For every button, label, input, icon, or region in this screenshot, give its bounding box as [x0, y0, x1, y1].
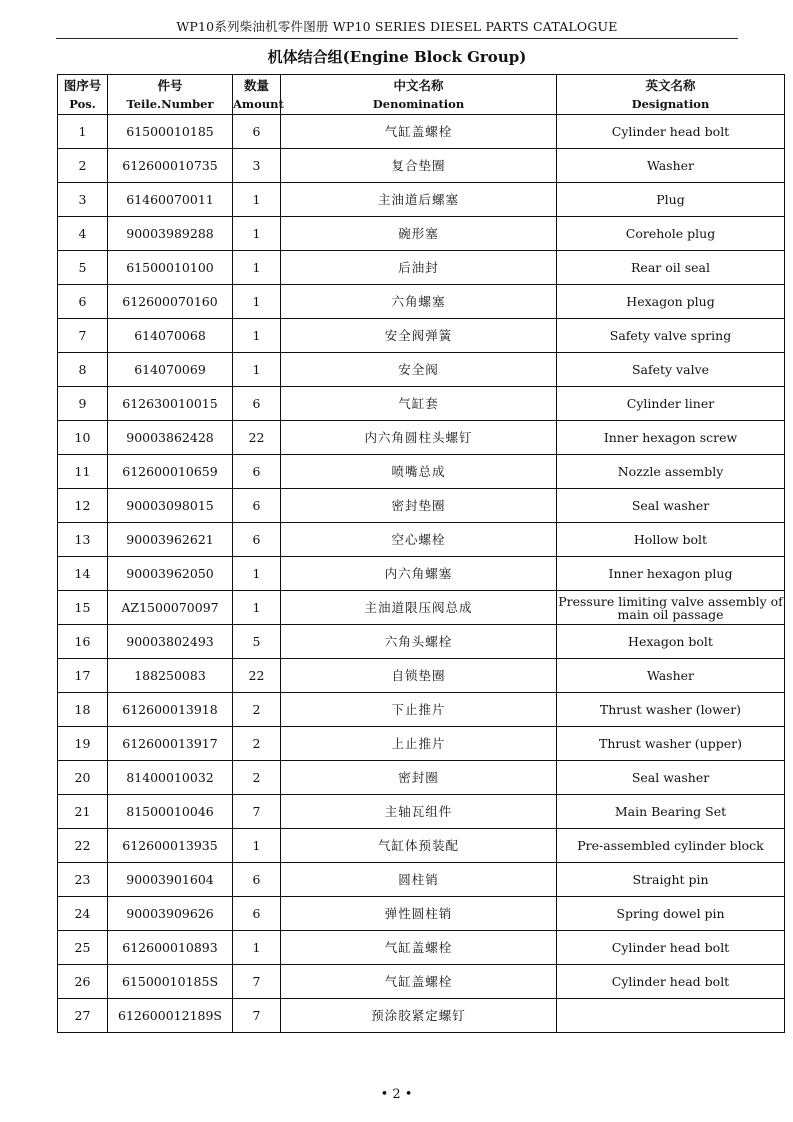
cell-name-en: Seal washer [557, 761, 785, 795]
cell-name-en: Cylinder head bolt [557, 965, 785, 999]
parts-table-header [58, 75, 785, 115]
cell-name-cn: 主油道限压阀总成 [281, 591, 557, 625]
cell-amount: 7 [233, 965, 281, 999]
table-row [58, 761, 785, 795]
cell-part-number: 90003989288 [108, 217, 233, 251]
cell-pos: 5 [58, 251, 108, 285]
section-title: 机体结合组(Engine Block Group) [267, 48, 527, 66]
table-row [58, 149, 785, 183]
cell-name-cn: 气缸盖螺栓 [281, 965, 557, 999]
column-header-cn: 数量 [243, 77, 269, 93]
cell-amount: 6 [233, 387, 281, 421]
cell-name-en: Plug [557, 183, 785, 217]
cell-name-en: Hollow bolt [557, 523, 785, 557]
cell-name-cn: 复合垫圈 [281, 149, 557, 183]
table-row [58, 863, 785, 897]
cell-name-cn: 气缸体预装配 [281, 829, 557, 863]
cell-name-cn: 自锁垫圈 [281, 659, 557, 693]
cell-amount: 6 [233, 455, 281, 489]
cell-name-cn: 气缸套 [281, 387, 557, 421]
cell-name-en: Seal washer [557, 489, 785, 523]
cell-name-cn: 碗形塞 [281, 217, 557, 251]
cell-name-en: Main Bearing Set [557, 795, 785, 829]
cell-name-cn: 预涂胶紧定螺钉 [281, 999, 557, 1033]
cell-amount: 2 [233, 693, 281, 727]
cell-pos: 1 [58, 115, 108, 149]
cell-pos: 22 [58, 829, 108, 863]
cell-name-en [557, 999, 785, 1033]
cell-pos: 11 [58, 455, 108, 489]
cell-amount: 1 [233, 557, 281, 591]
cell-part-number: 90003962621 [108, 523, 233, 557]
cell-amount: 7 [233, 999, 281, 1033]
column-header-cn: 英文名称 [645, 77, 696, 93]
cell-pos: 12 [58, 489, 108, 523]
table-row [58, 965, 785, 999]
table-row [58, 795, 785, 829]
cell-amount: 1 [233, 829, 281, 863]
table-row [58, 285, 785, 319]
column-header-cn: 图序号 [63, 77, 102, 93]
cell-name-en: Rear oil seal [557, 251, 785, 285]
table-row [58, 999, 785, 1033]
cell-part-number: 90003862428 [108, 421, 233, 455]
cell-part-number: 90003909626 [108, 897, 233, 931]
cell-name-cn: 圆柱销 [281, 863, 557, 897]
cell-amount: 6 [233, 489, 281, 523]
column-header-pos [58, 75, 108, 115]
cell-part-number: 612600013935 [108, 829, 233, 863]
cell-amount: 2 [233, 727, 281, 761]
cell-amount: 1 [233, 217, 281, 251]
cell-part-number: 612600012189S [108, 999, 233, 1033]
table-row [58, 897, 785, 931]
cell-amount: 6 [233, 115, 281, 149]
cell-pos: 9 [58, 387, 108, 421]
table-row [58, 659, 785, 693]
cell-part-number: 61500010185S [108, 965, 233, 999]
cell-amount: 1 [233, 591, 281, 625]
cell-pos: 10 [58, 421, 108, 455]
cell-part-number: 612600010735 [108, 149, 233, 183]
cell-part-number: 90003901604 [108, 863, 233, 897]
cell-pos: 26 [58, 965, 108, 999]
cell-name-cn: 安全阀 [281, 353, 557, 387]
column-header-en: Teile.Number [126, 96, 214, 111]
cell-name-cn: 弹性圆柱销 [281, 897, 557, 931]
cell-pos: 16 [58, 625, 108, 659]
column-header-en: Designation [631, 96, 710, 111]
cell-name-en: Thrust washer (lower) [557, 693, 785, 727]
cell-amount: 6 [233, 863, 281, 897]
cell-part-number: 612600013918 [108, 693, 233, 727]
cell-part-number: 81400010032 [108, 761, 233, 795]
cell-part-number: 614070068 [108, 319, 233, 353]
cell-name-cn: 气缸盖螺栓 [281, 115, 557, 149]
page-number: • 2 • [380, 1087, 413, 1102]
cell-name-cn: 六角螺塞 [281, 285, 557, 319]
cell-pos: 20 [58, 761, 108, 795]
table-row [58, 523, 785, 557]
table-row [58, 625, 785, 659]
cell-part-number: 188250083 [108, 659, 233, 693]
cell-name-en: Inner hexagon screw [557, 421, 785, 455]
cell-name-cn: 密封垫圈 [281, 489, 557, 523]
cell-pos: 24 [58, 897, 108, 931]
cell-name-en: Cylinder head bolt [557, 931, 785, 965]
parts-table [57, 74, 785, 1033]
cell-pos: 21 [58, 795, 108, 829]
table-row [58, 115, 785, 149]
table-row [58, 829, 785, 863]
cell-name-en: Cylinder liner [557, 387, 785, 421]
column-header-cn: 中文名称 [393, 77, 444, 93]
cell-part-number: 61460070011 [108, 183, 233, 217]
cell-pos: 3 [58, 183, 108, 217]
cell-pos: 7 [58, 319, 108, 353]
cell-name-cn: 密封圈 [281, 761, 557, 795]
cell-pos: 13 [58, 523, 108, 557]
cell-pos: 19 [58, 727, 108, 761]
cell-amount: 7 [233, 795, 281, 829]
column-header-en: Amount [233, 96, 284, 111]
cell-pos: 27 [58, 999, 108, 1033]
column-header-en: Denomination [372, 96, 465, 111]
cell-name-en: Straight pin [557, 863, 785, 897]
column-header-amount [233, 75, 284, 115]
cell-part-number: 612600070160 [108, 285, 233, 319]
running-header: WP10系列柴油机零件图册 WP10 SERIES DIESEL PARTS CATALOGUE [56, 19, 738, 39]
cell-part-number: 61500010100 [108, 251, 233, 285]
cell-name-en: Pre-assembled cylinder block [557, 829, 785, 863]
table-row [58, 183, 785, 217]
cell-part-number: 612600013917 [108, 727, 233, 761]
cell-part-number: 90003802493 [108, 625, 233, 659]
cell-part-number: 81500010046 [108, 795, 233, 829]
cell-name-cn: 后油封 [281, 251, 557, 285]
table-row [58, 455, 785, 489]
table-row [58, 489, 785, 523]
cell-pos: 8 [58, 353, 108, 387]
cell-name-en: Cylinder head bolt [557, 115, 785, 149]
cell-amount: 3 [233, 149, 281, 183]
cell-part-number: 612600010659 [108, 455, 233, 489]
cell-pos: 17 [58, 659, 108, 693]
cell-name-en: Pressure limiting valve assembly of main oil passage [557, 591, 785, 625]
cell-amount: 1 [233, 353, 281, 387]
cell-amount: 5 [233, 625, 281, 659]
table-row [58, 693, 785, 727]
cell-pos: 15 [58, 591, 108, 625]
cell-amount: 1 [233, 319, 281, 353]
table-row [58, 931, 785, 965]
header-row [58, 75, 785, 115]
cell-name-en: Washer [557, 659, 785, 693]
cell-pos: 18 [58, 693, 108, 727]
cell-amount: 1 [233, 183, 281, 217]
cell-pos: 23 [58, 863, 108, 897]
cell-pos: 4 [58, 217, 108, 251]
cell-amount: 2 [233, 761, 281, 795]
cell-name-cn: 空心螺栓 [281, 523, 557, 557]
cell-amount: 1 [233, 285, 281, 319]
cell-amount: 6 [233, 897, 281, 931]
cell-name-en: Safety valve spring [557, 319, 785, 353]
cell-amount: 6 [233, 523, 281, 557]
cell-name-en: Hexagon bolt [557, 625, 785, 659]
table-row [58, 591, 785, 625]
cell-pos: 2 [58, 149, 108, 183]
cell-name-cn: 六角头螺栓 [281, 625, 557, 659]
parts-table-body [58, 115, 785, 1033]
cell-name-en: Inner hexagon plug [557, 557, 785, 591]
cell-part-number: 90003962050 [108, 557, 233, 591]
cell-name-cn: 喷嘴总成 [281, 455, 557, 489]
cell-pos: 6 [58, 285, 108, 319]
column-header-number [108, 75, 233, 115]
table-row [58, 727, 785, 761]
table-row [58, 387, 785, 421]
cell-part-number: 612600010893 [108, 931, 233, 965]
cell-name-en: Safety valve [557, 353, 785, 387]
table-row [58, 217, 785, 251]
table-row [58, 557, 785, 591]
cell-name-cn: 内六角圆柱头螺钉 [281, 421, 557, 455]
cell-name-en: Nozzle assembly [557, 455, 785, 489]
column-header-en: Pos. [69, 96, 96, 111]
cell-name-en: Hexagon plug [557, 285, 785, 319]
cell-name-cn: 主轴瓦组件 [281, 795, 557, 829]
cell-name-cn: 主油道后螺塞 [281, 183, 557, 217]
column-header-designation [557, 75, 785, 115]
cell-pos: 25 [58, 931, 108, 965]
column-header-denomination [281, 75, 557, 115]
cell-name-cn: 下止推片 [281, 693, 557, 727]
cell-part-number: AZ1500070097 [108, 591, 233, 625]
cell-amount: 1 [233, 251, 281, 285]
cell-name-en: Washer [557, 149, 785, 183]
cell-amount: 22 [233, 659, 281, 693]
cell-name-cn: 气缸盖螺栓 [281, 931, 557, 965]
cell-name-en: Spring dowel pin [557, 897, 785, 931]
cell-amount: 1 [233, 931, 281, 965]
cell-name-en: Thrust washer (upper) [557, 727, 785, 761]
table-row [58, 319, 785, 353]
table-row [58, 251, 785, 285]
cell-name-en: Corehole plug [557, 217, 785, 251]
cell-part-number: 90003098015 [108, 489, 233, 523]
cell-part-number: 612630010015 [108, 387, 233, 421]
cell-name-cn: 内六角螺塞 [281, 557, 557, 591]
cell-part-number: 614070069 [108, 353, 233, 387]
column-header-cn: 件号 [157, 77, 183, 93]
table-row [58, 421, 785, 455]
cell-pos: 14 [58, 557, 108, 591]
table-row [58, 353, 785, 387]
cell-part-number: 61500010185 [108, 115, 233, 149]
cell-name-cn: 安全阀弹簧 [281, 319, 557, 353]
cell-amount: 22 [233, 421, 281, 455]
cell-name-cn: 上止推片 [281, 727, 557, 761]
